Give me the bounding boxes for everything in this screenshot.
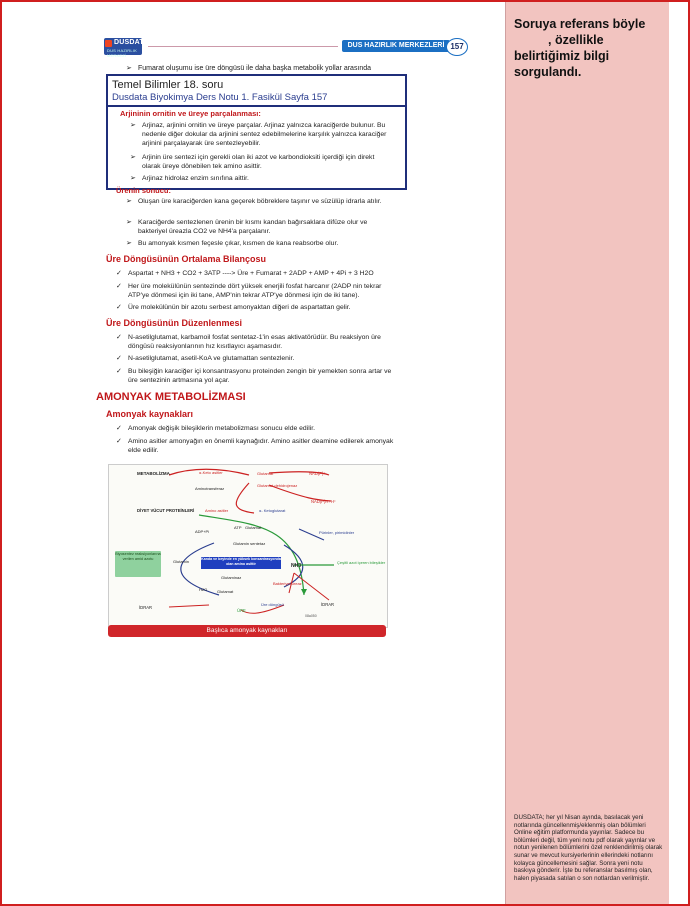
annotation-footer: DUSDATA; her yıl Nisan ayında, basılacak yeni notlarında güncellenmiş/eklenmiş olan bölümleri Online eğitim platformunda yayınlar. Sadece bu bölümleri değil, tüm yeni notu pdf olarak yayınlar ve notun yenilenen bölümlerini özel renklendirilmiş olarak sunar ve mevcut kursiyerlerinin ellerindeki notlarını kolayca güncellemesini sağlar. Sonra yeni notu baskıya gönderir. İşte bu referanslar basılmış olan, halen piyasada satılan o son notlardan verilmiştir.	[514, 814, 663, 882]
label-amino-acids: Amino asitler	[205, 508, 229, 513]
arrow-bullet-icon: ➢	[126, 240, 132, 247]
arrow-bullet-icon: ➢	[130, 154, 136, 161]
right-margin	[669, 2, 686, 904]
label-h2o: H2O	[199, 587, 208, 592]
label-nh3: NH3	[291, 563, 302, 569]
label-urea-cycle: Üre döngüsü	[261, 602, 284, 607]
arrow-bullet-icon: ➢	[130, 122, 136, 129]
check-icon: ✓	[116, 355, 122, 362]
ammonia-heading: AMONYAK METABOLİZMASI	[96, 391, 246, 403]
check-icon: ✓	[116, 438, 122, 445]
annotation-panel	[505, 2, 669, 904]
label-figure-code: 08a050	[305, 614, 317, 618]
label-ketoglutarate: α- Ketoglutarat	[259, 508, 286, 513]
annotation-note-rest: , özellikle belirtiğimiz bilgi sorgulandı.	[514, 33, 610, 79]
reference-source: Dusdata Biyokimya Ders Notu 1. Fasikül Sayfa 157	[112, 92, 328, 103]
label-glutamate: Glutamat	[257, 471, 274, 476]
label-glutamate-2: Glutamat	[245, 525, 262, 530]
check-icon: ✓	[116, 334, 122, 341]
urea-result-heading: Ürenin sonucu:	[116, 186, 172, 195]
biosynthesis-text: Biyosentez reaksiyonlarına verilen amid azotu	[115, 552, 161, 561]
reference-highlight-box: Temel Bilimler 18. soru Dusdata Biyokimya Ders Notu 1. Fasikül Sayfa 157 Arjininin ornitin ve üreye parçalanması: ➢ Arjinaz, arjinini ornitin ve üreye parçalar. Arjinaz yalnızca karaciğerde bulunur. Bu nedenle diğer dokular da arjinini sentez edebilmelerine karşılık yalnızca karaciğer arjinini parçalayarak üre sentezleyebilir. ➢ Arjinin üre sentezi için gerekli olan iki azot ve karbondioksiti içerdiği için direkt olarak üreye dönebilen tek amino asittir. ➢ Arjinaz hidrolaz enzim sınıfına aittir.	[106, 74, 407, 190]
check-icon: ✓	[116, 425, 122, 432]
diagram-caption: Başlıca amonyak kaynakları	[108, 625, 386, 637]
label-glutamate-dehydrogenase: Glutamat dehidrojenaz	[257, 483, 298, 488]
label-urine-2: İDRAR	[321, 602, 335, 607]
label-urine: İDRAR	[139, 605, 153, 610]
check-icon: ✓	[116, 368, 122, 375]
annotation-note	[514, 16, 664, 80]
annotation-note-first: Soruya referans böyle	[514, 17, 646, 31]
label-nadp: NAD(P)⁺	[309, 471, 326, 476]
reference-title: Temel Bilimler 18. soru	[112, 79, 224, 91]
page-number: 157	[446, 38, 468, 56]
balance-heading: Üre Döngüsünün Ortalama Bilançosu	[106, 254, 267, 264]
check-icon: ✓	[116, 270, 122, 277]
label-aminotransferase: Aminotransferaz	[195, 486, 225, 491]
arrow-bullet-icon: ➢	[130, 175, 136, 182]
label-adp: ADP+Pi	[195, 529, 210, 534]
label-metabolism: METABOLİZMA	[137, 471, 170, 476]
arrow-bullet-icon: ➢	[126, 219, 132, 226]
check-icon: ✓	[116, 304, 122, 311]
label-other-n-compounds: Çeşitli azot içeren bileşikler	[337, 560, 386, 565]
page-header	[104, 38, 466, 56]
glutamine-info-text: Kanda ve beyinde en yüksek konsantrasyonda olan amino asittir	[201, 557, 281, 566]
header-section-title: DUS HAZIRLIK MERKEZLERİ	[342, 40, 450, 52]
label-purines: Pürinler, pirimidinler	[319, 530, 355, 535]
label-urea: ÜRE	[237, 608, 246, 613]
check-icon: ✓	[116, 283, 122, 290]
label-nadph: NAD(P)H+H⁺	[311, 499, 337, 504]
label-glutamine: Glutamin	[173, 559, 190, 564]
arginine-heading: Arjininin ornitin ve üreye parçalanması:	[120, 109, 261, 118]
ammonia-subheading: Amonyak kaynakları	[106, 409, 194, 419]
logo-text: DUSDATA	[114, 39, 149, 46]
label-glutaminase: Glutaminaz	[221, 575, 242, 580]
dusdata-logo	[104, 38, 149, 58]
label-keto-acids: α-Keto asitler	[199, 470, 223, 475]
label-diet-proteins: DİYET VÜCUT PROTEİNLERİ	[137, 508, 195, 513]
arrow-bullet-icon: ➢	[126, 65, 132, 72]
label-glutamine-synthetase: Glutamin sentetaz	[233, 541, 266, 546]
label-glutamate-3: Glutamat	[217, 589, 234, 594]
label-atp: ATP	[234, 525, 242, 530]
label-urease: Bakteriyel üreaz	[273, 581, 302, 586]
textbook-page: DUSDATA DUS HAZIRLIK MERKEZİ DUS HAZIRLIK MERKEZLERİ 157 ➢ Fumarat oluşumu ise üre döngüsü ile daha başka metabolik yollar arasında Temel Bilimler 18. soru Dusdata Biyokimya Ders Notu 1. Fasikül Sayfa 157 Arjininin ornitin ve üreye parçalanması: ➢ Arjinaz, arjinini ornitin ve üreye parçalar. Arjinaz yalnızca karaciğerde bulunur. Bu nedenle diğer dokular da arjinini sentez edebilmelerine karşılık yalnızca karaciğer arjinini parçalayarak üre sentezleyebilir. ➢ Arjinin üre sentezi için gerekli olan iki azot ve karbondioksiti içerdiği için direkt olarak üreye dönebilen tek amino asittir. ➢ Arjinaz hidrolaz enzim sınıfına aittir. Ürenin sonucu: ➢ Oluşan üre karaciğerden kana geçerek böbreklere taşınır ve süzülüp idrarla atılır. ➢ Karaciğerde sentezlenen ürenin bir kısmı kandan bağırsaklara difüze olur ve bakteriyel üreazla CO2 ve NH4'a parçalanır. ➢ Bu amonyak kısmen feçesle çıkar, kısmen de kana reabsorbe olur. Üre Döngüsünün Ortalama Bilançosu ✓ Aspartat + NH3 + CO2 + 3ATP ----> Üre + Fumarat + 2ADP + AMP + 4Pi + 3 H2O ✓ Her üre molekülünün sentezinde dört yüksek enerjili fosfat harcanır (2ADP nin tekrar ATP'ye dönmesi için iki tane, AMP'nin tekrar ATP'ye dönmesi için de iki tane). ✓ Üre molekülünün bir azotu serbest amonyaktan diğeri de aspartattan gelir. Üre Döngüsünün Düzenlenmesi ✓ N-asetilglutamat, karbamoil fosfat sentetaz-1'in esas aktivatörüdür. Bu reaksiyon üre döngüsü reaksiyonlarının hız kısıtlayıcı aşamasıdır. ✓ N-asetilglutamat, asetil-KoA ve glutamattan sentezlenir. ✓ Bu bileşiğin karaciğer içi konsantrasyonu proteinden zengin bir yemekten sonra artar ve üre sentezinin artmasına yol açar. AMONYAK METABOLİZMASI Amonyak kaynakları ✓ Amonyak değişik bileşiklerin metabolizması sonucu elde edilir. ✓ Amino asitler amonyağın en önemli kaynağıdır. Amino asitler deamine edilerek amonyak elde edilir. METABOLİZMA α-Keto asitler Aminotransferaz Glutamat Glutamat dehidrojenaz NAD(P)⁺ NAD(P)H+H⁺ DİYET VÜCUT PROTEİNLERİ Amino asitler α- Ketoglutarat Pürinler, pirimidinler ADP+Pi ATP Glutamat Glutamin sentetaz Kanda ve beyinde en yüksek konsantrasyonda olan amino asittir Glutamin Biyosentez reaksiyonlarına verilen amid azotu Glutaminaz NH3 Çeşitli azot içeren bileşikler H2O Glutamat Bakteriyel üreaz İDRAR ÜRE Üre döngüsü İDRAR 08a050 Başlıca amonyak kaynakları	[2, 2, 505, 904]
arrow-bullet-icon: ➢	[126, 198, 132, 205]
logo-subtext: DUS HAZIRLIK MERKEZİ	[107, 48, 137, 58]
ammonia-sources-diagram	[108, 464, 388, 628]
regulation-heading: Üre Döngüsünün Düzenlenmesi	[106, 318, 243, 328]
